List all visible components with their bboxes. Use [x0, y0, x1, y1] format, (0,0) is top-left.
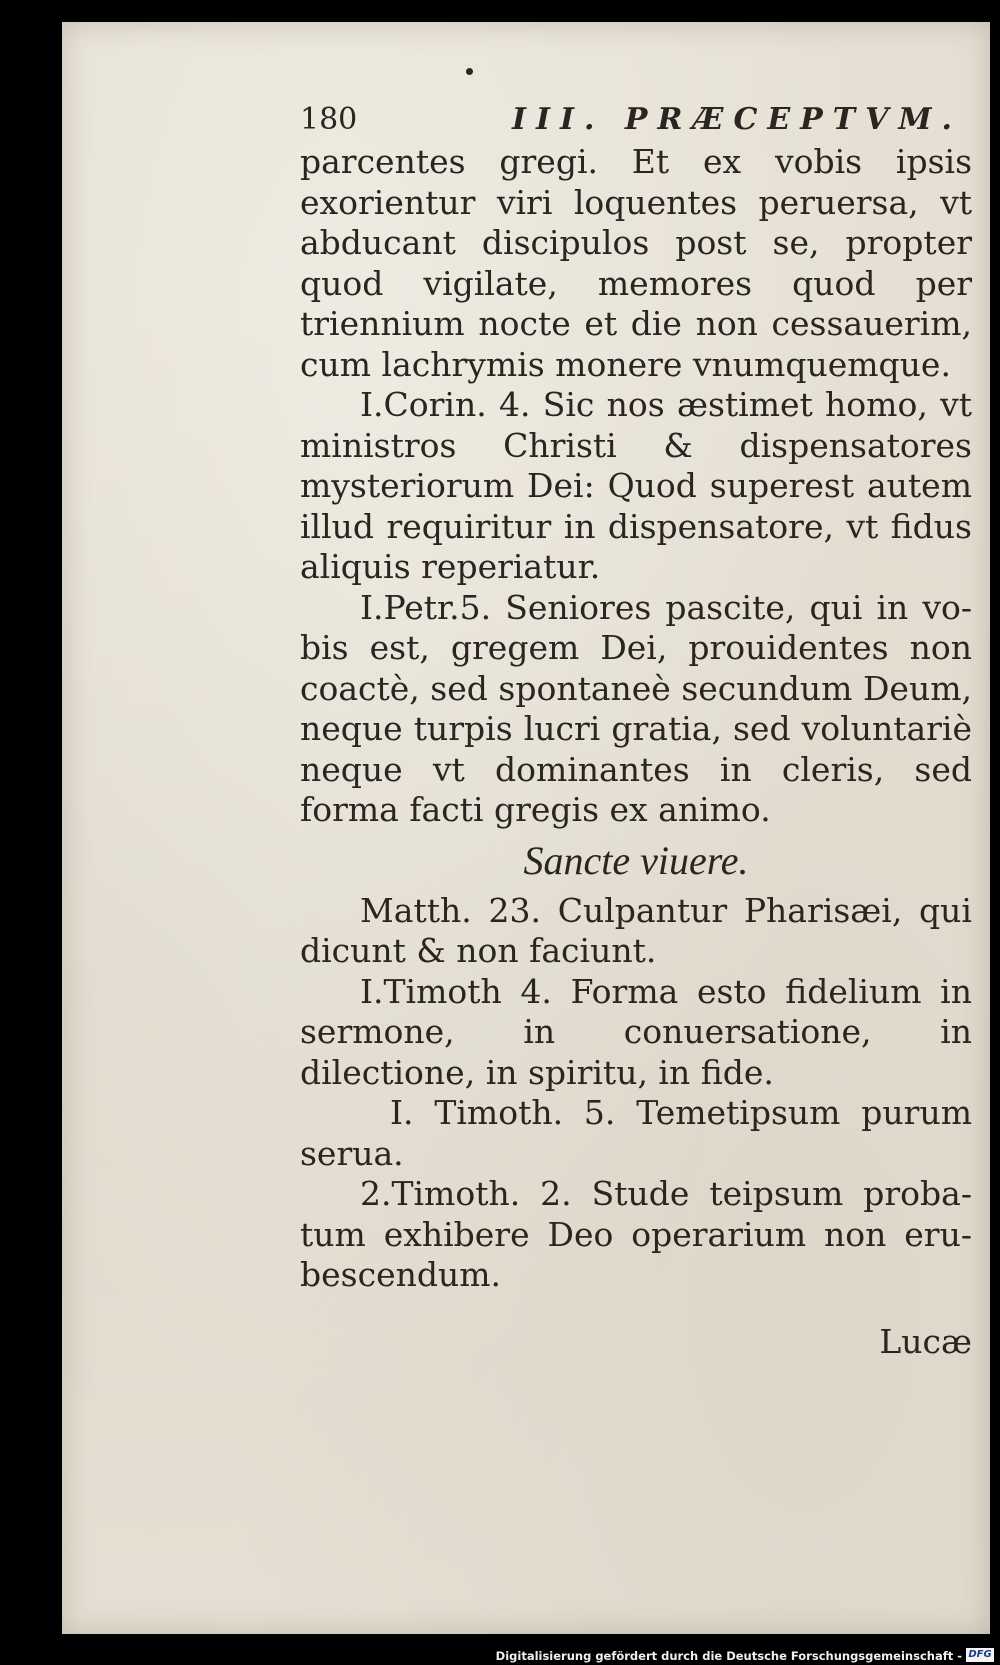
- page-text: [300, 100, 972, 1362]
- dfg-logo-icon: DFG: [966, 1648, 994, 1662]
- catchword: Lucæ: [879, 1321, 972, 1361]
- page-number: 180: [300, 102, 358, 137]
- paragraph-corinthians: I.Corin. 4. Sic nos æstimet homo, vt ministros Christi & dispensatores mysteriorum Dei: Quod superest autem illud requiritur in dispensatore, vt fidus aliquis reperiatur.: [300, 385, 972, 586]
- paragraph-matthew: Matth. 23. Culpantur Pharisæi, qui dicunt & non faciunt.: [300, 890, 972, 970]
- ink-dot: [466, 68, 473, 75]
- running-head: III. PRÆCEPTVM.: [511, 102, 962, 137]
- paragraph-timothy-5: I. Timoth. 5. Temetipsum purum serua.: [300, 1093, 972, 1173]
- funding-credit: Digitalisierung gefördert durch die Deutsche Forschungsgemeinschaft -: [495, 1649, 962, 1663]
- paragraph-timothy-4: I.Timoth 4. Forma esto fidelium in sermone, in conuersatione, in dilectione, in spiritu, in fide.: [300, 971, 972, 1092]
- paragraph-continuation: parcentes gregi. Et ex vobis ipsis exorientur viri loquentes peruersa, vt abducant discipulos post se, propter quod vigilate, memores quod per triennium nocte et die non cessauerim, cum lachrymis monere vnumquemque.: [300, 142, 972, 384]
- paragraph-peter: I.Petr.5. Seniores pascite, qui in vobis est, gregem Dei, prouidentes non coactè, sed spontaneè secundum Deum, neque turpis lucri gratia, sed voluntariè neque vt dominantes in cleris, sed forma facti gregis ex animo.: [300, 587, 972, 829]
- page-header: [300, 100, 972, 140]
- section-heading: Sancte viuere.: [523, 837, 749, 883]
- paragraph-timothy-2: 2.Timoth. 2. Stude teipsum probatum exhibere Deo operarium non erubescendum.: [300, 1174, 972, 1294]
